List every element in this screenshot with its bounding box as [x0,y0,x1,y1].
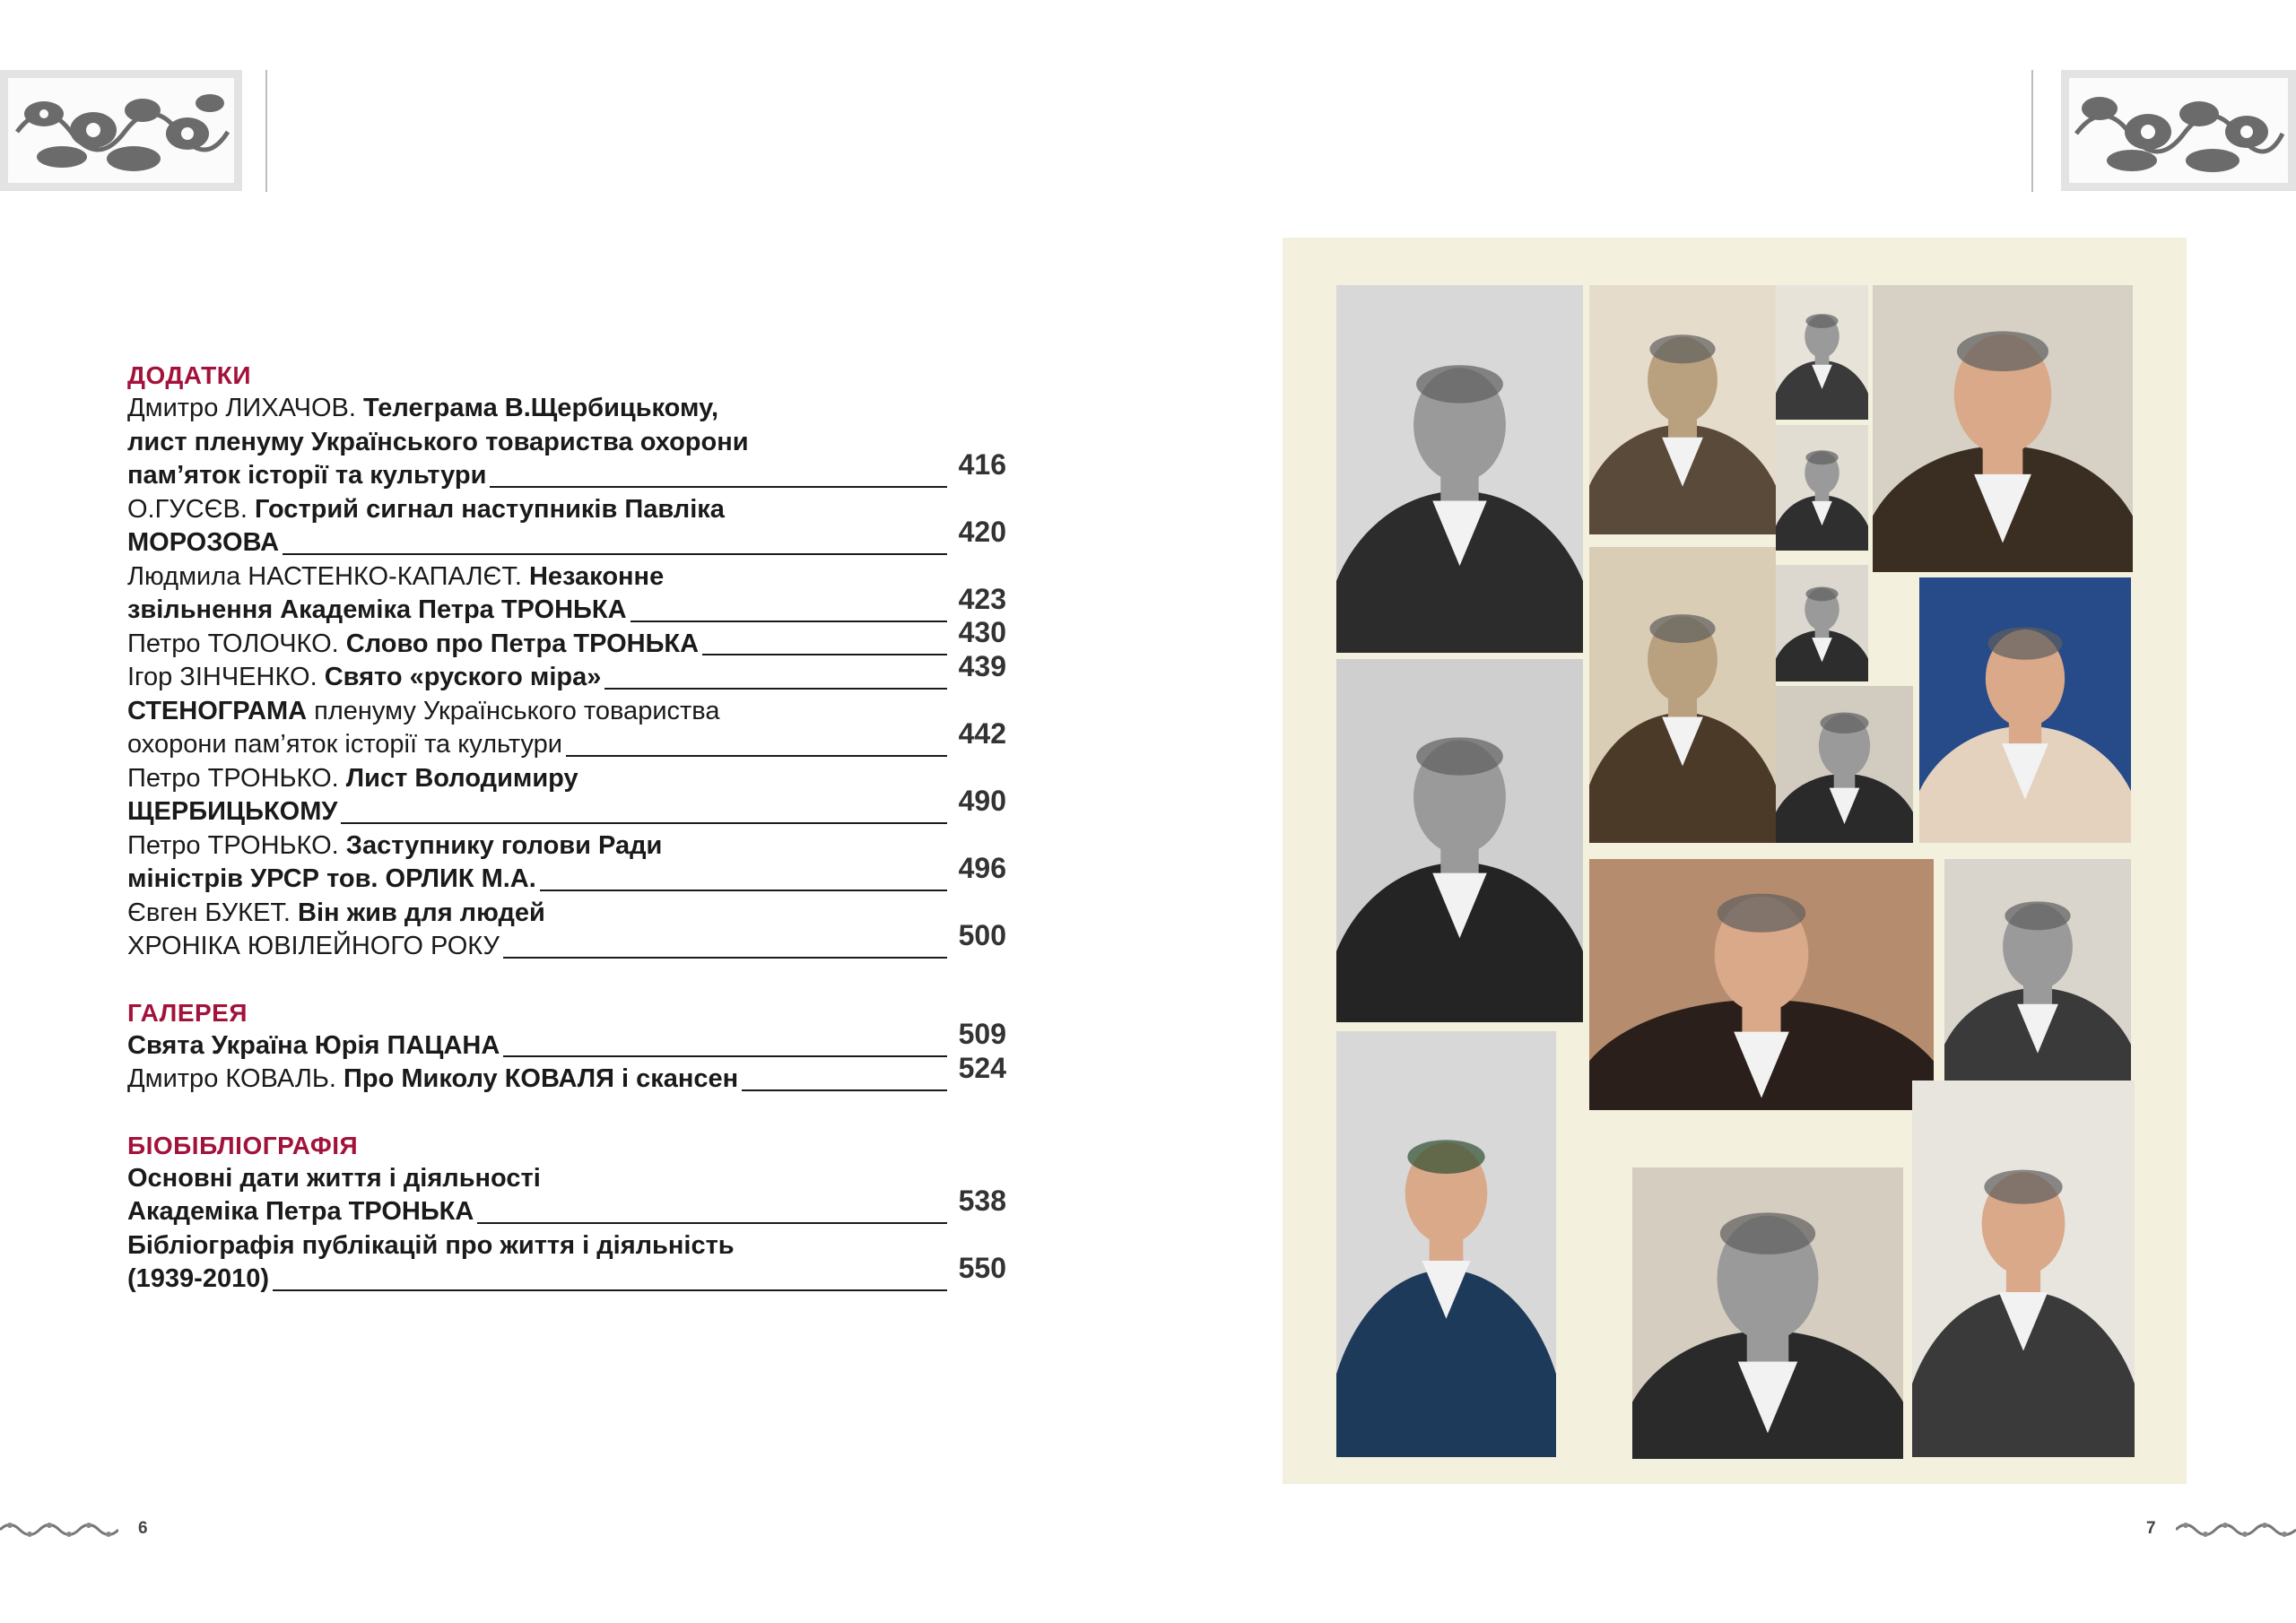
portrait-image-icon [1589,547,1776,843]
portrait-image-icon [1336,659,1583,1022]
portrait-photo [1589,859,1934,1110]
footer-ornament-right-icon [2176,1520,2296,1540]
toc-entry-last-line [127,728,947,762]
toc-entry-last-line [127,1063,947,1097]
toc-entry-last-line [127,459,947,493]
toc-entry-line [127,1229,1006,1263]
toc-entry-text: Петро ТОЛОЧКО. Слово про Петра ТРОНЬКА [127,629,700,658]
portrait-image-icon [1873,285,2133,572]
toc-entry-text: (1939-2010) [127,1264,269,1293]
toc-entry-text: Свята Україна Юрія ПАЦАНА [127,1030,500,1060]
toc-entry-text: Петро ТРОНЬКО. Заступнику голови Ради [127,830,663,860]
section-gap [127,1097,1006,1129]
toc-entry-line [127,392,1006,426]
toc-entry-text: охорони пам’яток історії та культури [127,730,562,759]
toc-entry-text: пам’яток історії та культури [127,461,487,490]
toc-entry[interactable] [127,829,1006,897]
toc-entry[interactable] [127,762,1006,829]
toc-entry[interactable] [127,1162,1006,1229]
toc-entry-last-line [127,1263,947,1297]
portrait-photo [1336,1031,1556,1457]
toc-entry-text: Бібліографія публікацій про життя і діяльність [127,1230,735,1260]
leader-line [273,1289,947,1291]
leader-line [631,621,947,622]
portrait-photo [1776,686,1913,843]
page-number-left: 6 [138,1519,148,1538]
toc-entry-text: Людмила НАСТЕНКО-КАПАЛЄТ. Незаконне [127,561,665,591]
toc-entry[interactable] [127,897,1006,964]
toc-entry-text: Дмитро КОВАЛЬ. Про Миколу КОВАЛЯ і скансен [127,1064,739,1093]
toc-entry-last-line [127,795,947,829]
toc-entry[interactable] [127,493,1006,560]
toc-section-title: ГАЛЕРЕЯ [127,998,248,1027]
toc-entry-text: Основні дати життя і діяльності [127,1163,541,1193]
portrait-image-icon [1944,859,2131,1089]
toc-entry-last-line [127,594,947,628]
toc-entry-line [127,560,1006,595]
toc-entry-last-line [127,863,947,897]
leader-line [702,654,947,655]
toc-entry-text: Академіка Петра ТРОНЬКА [127,1197,474,1226]
toc-entry[interactable] [127,560,1006,628]
toc-entry-text: СТЕНОГРАМА пленуму Українського товариства [127,696,720,725]
toc-entry-last-line [127,628,947,662]
header-ornament-right [2061,70,2296,191]
portrait-image-icon [1589,859,1934,1110]
toc-page-number: 423 [958,582,1006,615]
floral-ornament-icon [8,78,234,183]
toc-entry-text: Дмитро ЛИХАЧОВ. Телеграма В.Щербицькому, [127,394,719,422]
portrait-photo [1632,1167,1903,1459]
portrait-photo [1776,425,1868,551]
toc-entry-text: ХРОНІКА ЮВІЛЕЙНОГО РОКУ [127,932,500,960]
toc-entry-text: О.ГУСЄВ. Гострий сигнал наступників Павліка [127,494,725,524]
toc-entry-text: Петро ТРОНЬКО. Лист Володимиру [127,763,578,793]
toc-entry-text: звільнення Академіка Петра ТРОНЬКА [127,595,627,624]
portrait-image-icon [1912,1081,2135,1457]
toc-entry[interactable] [127,1051,1006,1097]
leader-line [503,957,947,959]
toc-page-number: 430 [958,616,1006,648]
portrait-photo [1336,285,1583,653]
leader-line [742,1089,947,1091]
leader-line [503,1055,947,1057]
toc-page-number: 439 [958,649,1006,682]
toc-entry[interactable] [127,1229,1006,1297]
toc-page-number: 524 [958,1051,1006,1084]
toc-entry-text: МОРОЗОВА [127,528,280,557]
toc-section-title: БІОБІБЛІОГРАФІЯ [127,1131,359,1159]
toc-page-number: 550 [958,1251,1006,1284]
portrait-image-icon [1776,686,1913,843]
toc-page-number: 538 [958,1184,1006,1217]
toc-entry-text: Євген БУКЕТ. Він жив для людей [127,898,545,927]
toc-section-title: ДОДАТКИ [127,361,251,389]
header-ornament-left [0,70,242,191]
toc-entry-last-line [127,526,947,560]
toc-entry[interactable] [127,616,1006,662]
portrait-image-icon [1589,285,1776,534]
section-gap [127,964,1006,996]
portrait-photo [1776,285,1868,420]
toc-page-number: 509 [958,1018,1006,1050]
portrait-image-icon [1919,577,2131,843]
toc-entry-last-line [127,661,947,695]
toc-entry-text: лист пленуму Українського товариства охорони [127,427,749,456]
floral-ornament-icon [2069,78,2288,183]
leader-line [604,688,947,690]
table-of-contents [127,359,1006,1297]
toc-page-number: 496 [958,851,1006,884]
toc-page-number: 500 [958,918,1006,951]
portrait-photo [1336,659,1583,1022]
toc-entry-last-line [127,1029,947,1063]
toc-entry-line [127,897,1006,931]
header-divider-left [265,70,267,192]
toc-entry-line [127,695,1006,729]
leader-line [283,553,947,555]
toc-entry[interactable] [127,649,1006,695]
portrait-photo [1776,565,1868,681]
portrait-photo [1589,547,1776,843]
leader-line [490,486,947,488]
portrait-photo [1944,859,2131,1089]
toc-entry-line [127,493,1006,527]
page-number-right: 7 [2146,1519,2156,1538]
leader-line [566,755,947,757]
portrait-photo [1589,285,1776,534]
portrait-image-icon [1336,1031,1556,1457]
toc-entry-last-line [127,1195,947,1229]
toc-entry-last-line [127,930,947,964]
toc-page-number: 416 [958,447,1006,481]
toc-entry-line [127,829,1006,864]
leader-line [477,1222,947,1224]
portrait-image-icon [1336,285,1583,653]
footer-ornament-left-icon [0,1520,118,1540]
leader-line [341,822,947,824]
portrait-photo [1912,1081,2135,1457]
toc-entry[interactable] [127,392,1006,493]
toc-page-number: 420 [958,515,1006,548]
portrait-photo [1873,285,2133,572]
portrait-image-icon [1632,1167,1903,1459]
portrait-image-icon [1776,425,1868,551]
portrait-image-icon [1776,565,1868,681]
toc-entry-line [127,426,1006,460]
portrait-photo [1919,577,2131,843]
toc-entry-text: Ігор ЗІНЧЕНКО. Свято «руского міра» [127,663,602,691]
leader-line [540,890,947,891]
portrait-image-icon [1776,285,1868,420]
toc-entry-text: ЩЕРБИЦЬКОМУ [127,797,338,826]
toc-page-number: 490 [958,784,1006,817]
header-divider-right [2031,70,2033,192]
toc-entry[interactable] [127,1018,1006,1063]
toc-page-number: 442 [958,716,1006,750]
toc-entry-line [127,1162,1006,1196]
toc-entry-line [127,762,1006,796]
toc-entry-text: міністрів УРСР тов. ОРЛИК М.А. [127,864,536,893]
toc-entry[interactable] [127,695,1006,762]
